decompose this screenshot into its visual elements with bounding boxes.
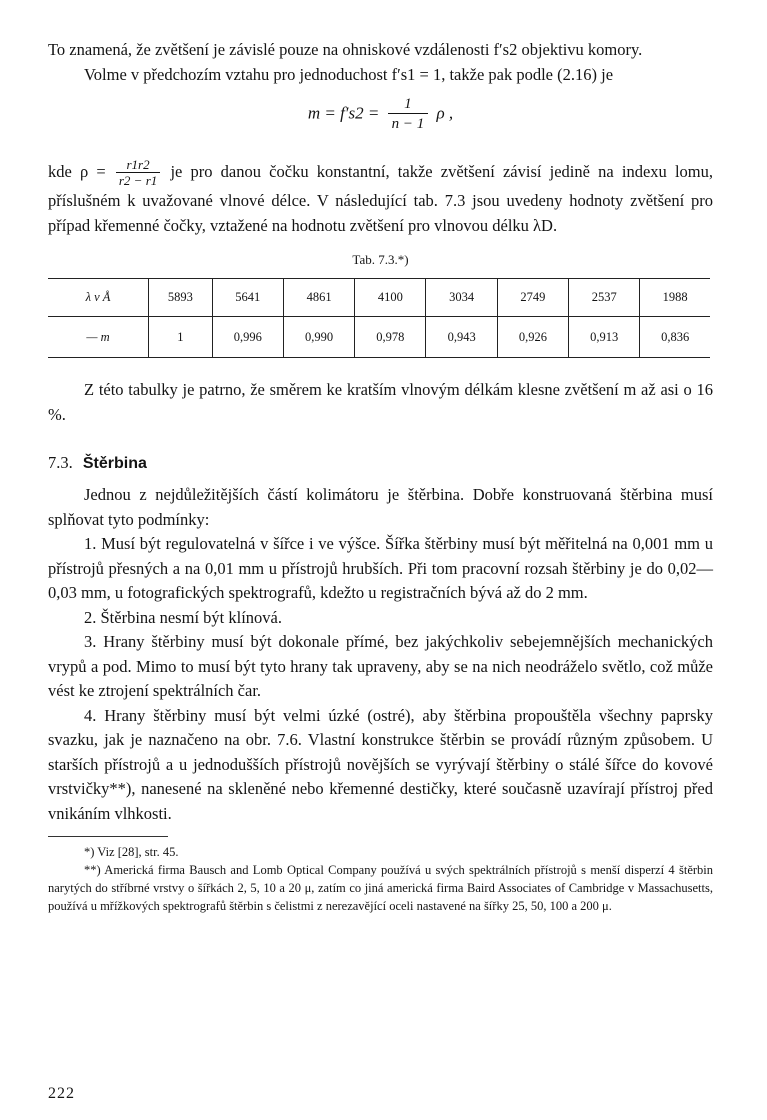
table-cell: 5641 (212, 279, 283, 317)
formula-fraction-denominator: n − 1 (391, 116, 425, 132)
page-number: 222 (48, 1085, 75, 1102)
rho-fraction (116, 157, 160, 189)
paragraph-9: 4. Hrany štěrbiny musí být velmi úzké (ostré), aby štěrbina propouštěla všechny paprsky svazku, jak je naznačeno na obr. 7.6. Vlastní konstrukce štěrbin se provádí různým způsobem. U starších přístrojů a u jednodušších přístrojů novějších se vyrývají štěrbiny o stálé šířce do kovové vrstvičky**), nanesené na skleněné nebo křemenné destičky, které současně uzavírají přístroj před vnikáním vlhkosti. (48, 705, 713, 823)
section-title: Štěrbina (82, 455, 147, 472)
table-cell: 3034 (426, 279, 497, 317)
paragraph-3-rest: je pro danou čočku konstantní, takže zvětšení závisí jedině na indexu lomu, příslušném k uvažované vlnové délce. V následující tab. 7.3 jsou uvedeny hodnoty zvětšení pro případ křemenné čočky, vztažené na hodnotu zvětšení pro vlnovou délku λD. (48, 161, 713, 235)
formula-rhs: ρ , (436, 103, 454, 123)
table-row-header-wavelength: λ v Å (48, 279, 149, 317)
table-row-magnification (48, 317, 710, 358)
paragraph-3-lead: kde ρ = (48, 161, 106, 181)
table-cell: 1 (149, 317, 213, 358)
table-title: Tab. 7.3.*) (352, 252, 409, 267)
table-cell: 5893 (149, 279, 213, 317)
paragraph-5: Jednou z nejdůležitějších částí kolimátoru je štěrbina. Dobře konstruovaná štěrbina musí splňovat tyto podmínky: (48, 485, 713, 529)
table-cell: 0,996 (212, 317, 283, 358)
magnification-table (48, 278, 710, 358)
table-cell: 4100 (355, 279, 426, 317)
rho-numerator: r1r2 (116, 157, 160, 173)
paragraph-6: 1. Musí být regulovatelná v šířce i ve výšce. Šířka štěrbiny musí být měřitelná na 0,001 mm u přístrojů přesných a na 0,01 mm u přístrojů hrubších. Při tom pracovní rozsah štěrbiny je do 0,02—0,03 mm, u fotografických spektrografů, kdežto u registračních bývá až do 2 mm. (48, 534, 713, 602)
paragraph-3 (48, 157, 713, 238)
formula-lhs: m = f′s2 = (307, 103, 380, 123)
formula-fraction (388, 95, 429, 134)
table-cell: 0,836 (640, 317, 710, 358)
table-cell: 0,943 (426, 317, 497, 358)
table-cell: 0,926 (497, 317, 568, 358)
magnification-formula (48, 95, 713, 147)
table-cell: 0,990 (283, 317, 354, 358)
page-body (48, 38, 713, 915)
section-heading (48, 453, 713, 473)
table-cell: 2537 (569, 279, 640, 317)
table-row-wavelength (48, 279, 710, 317)
rho-denominator: r2 − r1 (118, 173, 158, 188)
table-cell: 4861 (283, 279, 354, 317)
paragraph-7: 2. Štěrbina nesmí být klínová. (84, 607, 282, 627)
footnote-2: **) Americká firma Bausch and Lomb Optical Company používá u svých spektrálních přístrojů s menší disperzí 4 štěrbin narytých do stříbrné vrstvy o šířkách 2, 5, 10 a 20 μ, zatím co jiná americká firma Baird Associates of Cambridge v Massachusetts, používá u mřížkových spektrografů štěrbin s čelistmi z nerezavějící oceli nastavené na šířky 25, 50, 100 a 200 μ. (48, 863, 713, 913)
paragraph-2: Volme v předchozím vztahu pro jednoduchost f′s1 = 1, takže pak podle (2.16) je (84, 64, 614, 84)
table-cell: 0,978 (355, 317, 426, 358)
paragraph-1: To znamená, že zvětšení je závislé pouze na ohniskové vzdálenosti f′s2 objektivu komory. (48, 40, 643, 59)
table-cell: 2749 (497, 279, 568, 317)
table-row-header-magnification: — m (48, 317, 149, 358)
formula-fraction-numerator: 1 (388, 95, 429, 114)
paragraph-8: 3. Hrany štěrbiny musí být dokonale přímé, bez jakýchkoliv sebejemnějších mechanických vrypů a pod. Mimo to musí být tyto hrany tak upraveny, aby se na nich neodráželo světlo, což může vést ke ztrojení spektrálních čar. (48, 632, 713, 700)
footnote-1: *) Viz [28], str. 45. (84, 845, 179, 859)
table-cell: 1988 (640, 279, 710, 317)
paragraph-4: Z této tabulky je patrno, že směrem ke kratším vlnovým délkám klesne zvětšení m až asi o 16 %. (48, 380, 713, 424)
footnote-divider (48, 836, 168, 837)
table-cell: 0,913 (569, 317, 640, 358)
section-number: 7.3. (48, 453, 73, 472)
